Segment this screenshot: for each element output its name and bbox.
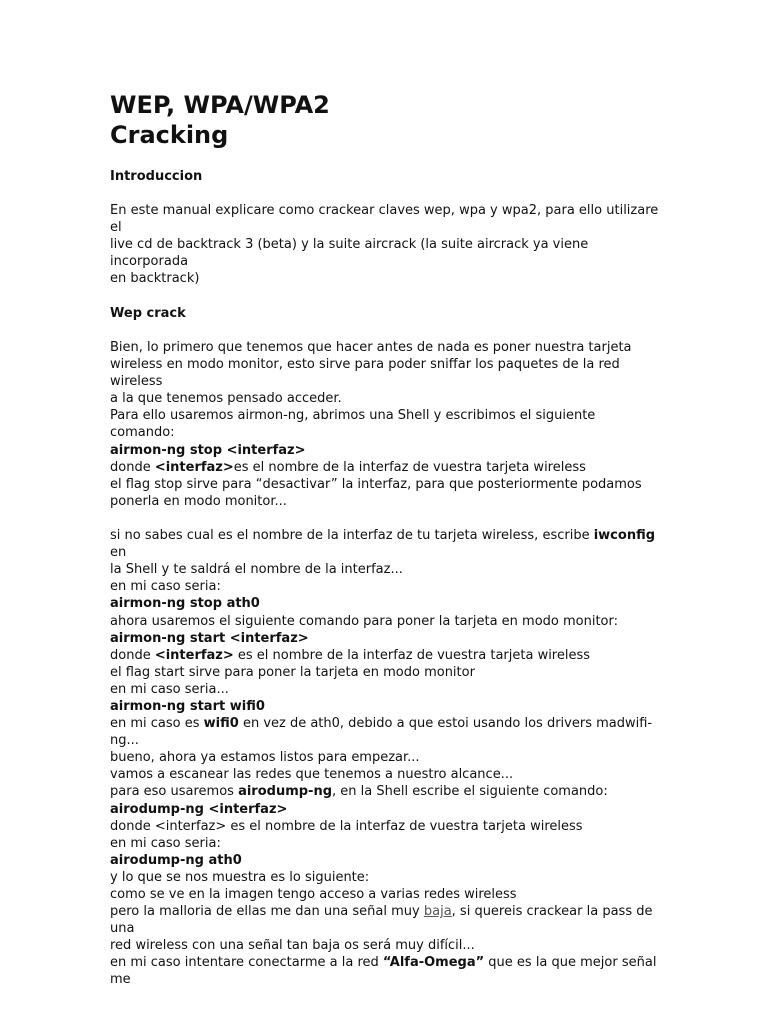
body-line: en <box>110 545 127 561</box>
section-heading-wep-crack: Wep crack <box>110 306 186 321</box>
blank-line <box>110 510 670 527</box>
text-fragment: en mi caso es <box>110 716 204 732</box>
wep-crack-body <box>110 339 670 989</box>
inline-command: <interfaz> <box>154 647 234 663</box>
body-line: como se ve en la imagen tengo acceso a varias redes wireless <box>110 887 517 902</box>
text-fragment: si no sabes cual es el nombre de la interfaz de tu tarjeta wireless, escribe <box>110 528 594 544</box>
section-heading-introduccion: Introduccion <box>110 169 203 184</box>
text-fragment: que es la que mejor señal <box>484 955 657 971</box>
body-line: el flag stop sirve para “desactivar” la interfaz, para que posteriormente podamos <box>110 476 642 492</box>
intro-line: En este manual explicare como crackear claves wep, wpa y wpa2, para ello utilizare <box>110 203 659 218</box>
body-line <box>110 527 670 544</box>
body-line: Para ello usaremos airmon-ng, abrimos una Shell y escribimos el siguiente <box>110 408 596 424</box>
command-line: airodump-ng <interfaz> <box>110 801 288 817</box>
body-line: wireless <box>110 374 163 390</box>
intro-line: el <box>110 220 122 236</box>
document-title <box>110 90 330 150</box>
body-line <box>110 647 670 664</box>
body-line <box>110 954 670 971</box>
intro-line: live cd de backtrack 3 (beta) y la suite aircrack (la suite aircrack ya viene <box>110 237 589 253</box>
body-line <box>110 459 670 476</box>
body-line: Bien, lo primero que tenemos que hacer antes de nada es poner nuestra tarjeta <box>110 340 632 355</box>
body-line: vamos a escanear las redes que tenemos a nuestro alcance... <box>110 767 514 783</box>
body-line: bueno, ahora ya estamos listos para empezar... <box>110 750 420 766</box>
baja-link[interactable]: baja <box>423 904 452 920</box>
body-line: la Shell y te saldrá el nombre de la interfaz... <box>110 562 403 578</box>
body-line: ahora usaremos el siguiente comando para poner la tarjeta en modo monitor: <box>110 613 619 629</box>
command-line: airodump-ng ath0 <box>110 852 242 868</box>
text-fragment: donde <box>110 647 155 663</box>
title-line-1: WEP, WPA/WPA2 <box>110 91 330 119</box>
body-line: y lo que se nos muestra es lo siguiente: <box>110 869 370 885</box>
command-line: airmon-ng stop ath0 <box>110 596 260 612</box>
text-fragment: es el nombre de la interfaz de vuestra tarjeta wireless <box>233 459 586 475</box>
text-fragment: es el nombre de la interfaz de vuestra tarjeta wireless <box>233 647 591 663</box>
body-line: ponerla en modo monitor... <box>110 493 287 509</box>
body-line: me <box>110 972 131 988</box>
text-fragment: donde <box>110 459 155 475</box>
inline-command: iwconfig <box>593 528 656 544</box>
body-line <box>110 783 670 800</box>
intro-line: incorporada <box>110 254 189 270</box>
text-fragment: en vez de ath0, debido a que estoi usando los drivers madwifi- <box>238 716 653 732</box>
text-fragment: para eso usaremos <box>110 784 239 800</box>
inline-command: airodump-ng <box>238 784 333 800</box>
intro-line: en backtrack) <box>110 271 200 287</box>
intro-paragraph <box>110 202 670 287</box>
title-line-2: Cracking <box>110 121 229 149</box>
network-name: “Alfa-Omega” <box>382 955 485 971</box>
body-line: red wireless con una señal tan baja os será muy difícil... <box>110 938 475 954</box>
body-line: en mi caso seria... <box>110 681 229 697</box>
body-line: una <box>110 921 135 937</box>
inline-command: <interfaz> <box>154 459 234 475</box>
inline-command: wifi0 <box>203 716 239 732</box>
body-line: donde <interfaz> es el nombre de la interfaz de vuestra tarjeta wireless <box>110 818 583 834</box>
body-line <box>110 715 670 732</box>
body-line: el flag start sirve para poner la tarjeta en modo monitor <box>110 664 475 680</box>
body-line: en mi caso seria: <box>110 579 221 595</box>
text-fragment: pero la malloria de ellas me dan una señal muy <box>110 904 424 920</box>
body-line: ng... <box>110 733 139 749</box>
text-fragment: , en la Shell escribe el siguiente comando: <box>332 784 608 800</box>
command-line: airmon-ng stop <interfaz> <box>110 442 306 458</box>
text-fragment: , si quereis crackear la pass de <box>451 904 653 920</box>
body-line: en mi caso seria: <box>110 835 221 851</box>
body-line: a la que tenemos pensado acceder. <box>110 391 342 407</box>
body-line <box>110 903 670 920</box>
command-line: airmon-ng start <interfaz> <box>110 630 309 646</box>
body-line: comando: <box>110 425 175 441</box>
text-fragment: en mi caso intentare conectarme a la red <box>110 955 383 971</box>
body-line: wireless en modo monitor, esto sirve para poder sniffar los paquetes de la red <box>110 357 620 373</box>
command-line: airmon-ng start wifi0 <box>110 698 265 714</box>
